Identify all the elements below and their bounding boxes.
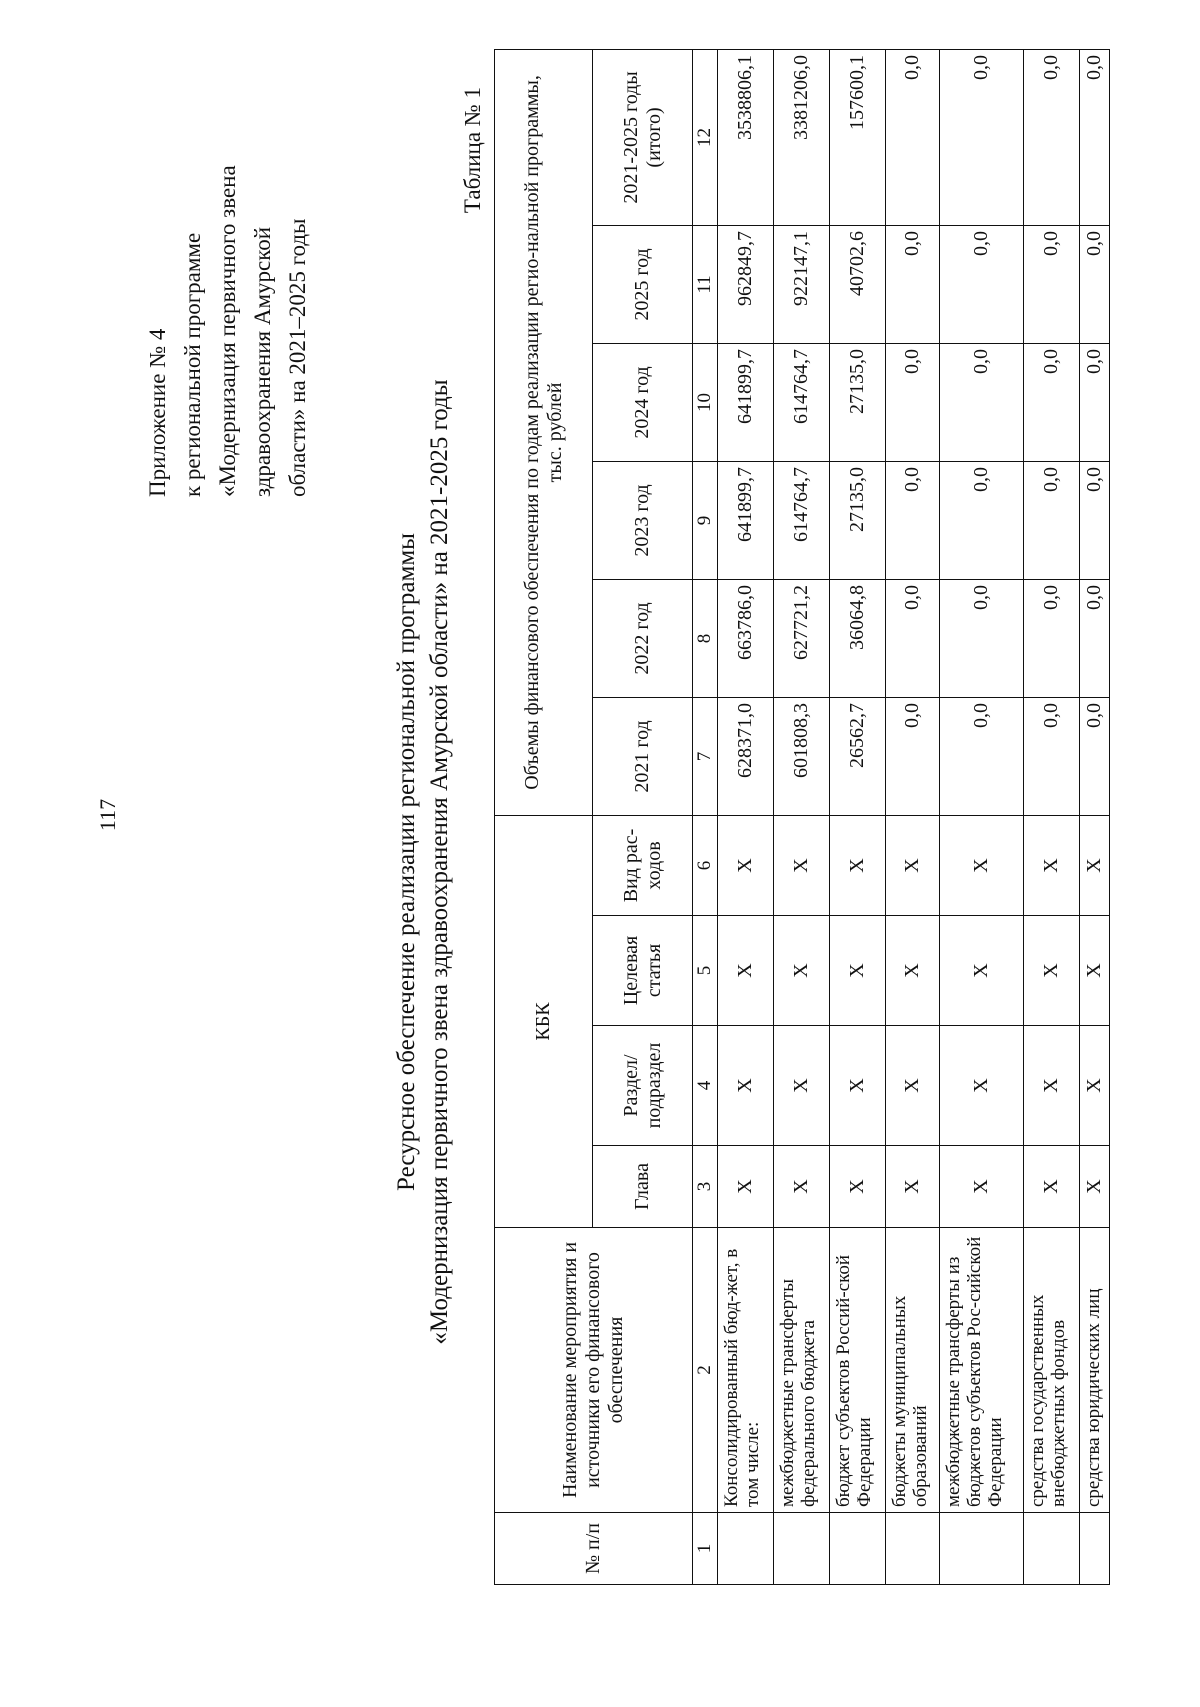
cell-value: 27135,0 — [829, 461, 885, 579]
cell-vid: Х — [1023, 815, 1079, 915]
cell-glava: Х — [773, 1146, 829, 1228]
header-year-2025: 2025 год — [593, 225, 693, 343]
column-number-row — [693, 49, 718, 1584]
cell-value: 641899,7 — [717, 461, 773, 579]
cell-value: 0,0 — [939, 461, 1023, 579]
cell-value: 0,0 — [1079, 225, 1109, 343]
cell-value: 641899,7 — [717, 343, 773, 461]
cell-razdel: Х — [717, 1026, 773, 1146]
cell-num — [717, 1513, 773, 1585]
column-number: 1 — [693, 1513, 718, 1585]
column-number: 2 — [693, 1228, 718, 1513]
resource-table — [494, 49, 1110, 1585]
cell-value: 0,0 — [1079, 697, 1109, 815]
cell-value: 922147,1 — [773, 225, 829, 343]
cell-razdel: Х — [773, 1026, 829, 1146]
cell-razdel: Х — [1079, 1026, 1109, 1146]
cell-total: 3381206,0 — [773, 49, 829, 225]
table-row — [1079, 49, 1109, 1584]
cell-value: 614764,7 — [773, 461, 829, 579]
cell-value: 0,0 — [885, 697, 939, 815]
cell-value: 26562,7 — [829, 697, 885, 815]
header-glava: Глава — [593, 1146, 693, 1228]
cell-name: Консолидированный бюд-жет, в том числе: — [717, 1228, 773, 1513]
cell-value: 627721,2 — [773, 579, 829, 697]
cell-statya: Х — [717, 916, 773, 1026]
cell-glava: Х — [939, 1146, 1023, 1228]
cell-total: 0,0 — [1023, 49, 1079, 225]
cell-statya: Х — [1023, 916, 1079, 1026]
appendix-line: к региональной программе — [180, 232, 205, 497]
cell-value: 0,0 — [1079, 461, 1109, 579]
cell-glava: Х — [1079, 1146, 1109, 1228]
appendix-line: Приложение № 4 — [145, 328, 170, 497]
header-year-2022: 2022 год — [593, 579, 693, 697]
cell-vid: Х — [829, 815, 885, 915]
appendix-line: «Модернизация первичного звена — [215, 165, 240, 497]
cell-total: 0,0 — [939, 49, 1023, 225]
column-number: 6 — [693, 815, 718, 915]
cell-name: межбюджетные трансферты из бюджетов субъектов Рос-сийской Федерации — [939, 1228, 1023, 1513]
cell-statya: Х — [829, 916, 885, 1026]
cell-razdel: Х — [939, 1026, 1023, 1146]
header-statya: Целевая статья — [593, 916, 693, 1026]
appendix-line: области» на 2021–2025 годы — [285, 218, 310, 497]
title-line-2: «Модернизация первичного звена здравоохранения Амурской области» на 2021-2025 годы — [426, 379, 453, 1345]
table-row — [1023, 49, 1079, 1584]
cell-razdel: Х — [885, 1026, 939, 1146]
cell-num — [1079, 1513, 1109, 1585]
cell-value: 0,0 — [885, 579, 939, 697]
appendix-line: здравоохранения Амурской — [250, 226, 275, 497]
cell-value: 40702,6 — [829, 225, 885, 343]
cell-value: 0,0 — [1023, 579, 1079, 697]
cell-glava: Х — [885, 1146, 939, 1228]
cell-value: 0,0 — [1023, 343, 1079, 461]
cell-value: 628371,0 — [717, 697, 773, 815]
header-name: Наименование мероприятия и источники его финансового обеспечения — [495, 1228, 693, 1513]
cell-vid: Х — [1079, 815, 1109, 915]
cell-name: бюджет субъектов Россий-ской Федерации — [829, 1228, 885, 1513]
cell-razdel: Х — [829, 1026, 885, 1146]
cell-vid: Х — [885, 815, 939, 915]
cell-total: 0,0 — [885, 49, 939, 225]
cell-glava: Х — [1023, 1146, 1079, 1228]
column-number: 4 — [693, 1026, 718, 1146]
column-number: 10 — [693, 343, 718, 461]
cell-value: 0,0 — [1079, 579, 1109, 697]
cell-value: 962849,7 — [717, 225, 773, 343]
table-row — [885, 49, 939, 1584]
cell-value: 0,0 — [885, 461, 939, 579]
cell-glava: Х — [829, 1146, 885, 1228]
page-number: 117 — [95, 798, 120, 832]
column-number: 11 — [693, 225, 718, 343]
cell-vid: Х — [939, 815, 1023, 915]
cell-num — [773, 1513, 829, 1585]
cell-total: 157600,1 — [829, 49, 885, 225]
cell-glava: Х — [717, 1146, 773, 1228]
cell-num — [829, 1513, 885, 1585]
cell-value: 0,0 — [1023, 225, 1079, 343]
cell-vid: Х — [773, 815, 829, 915]
column-number: 12 — [693, 49, 718, 225]
title-line-1: Ресурсное обеспечение реализации региональной программы — [393, 533, 420, 1191]
header-volumes: Объемы финансового обеспечения по годам реализации регио-нальной программы, тыс. рублей — [495, 49, 593, 815]
column-number: 8 — [693, 579, 718, 697]
cell-total: 0,0 — [1079, 49, 1109, 225]
cell-name: межбюджетные трансферты федерального бюджета — [773, 1228, 829, 1513]
cell-statya: Х — [1079, 916, 1109, 1026]
header-kbk: КБК — [495, 815, 593, 1227]
column-number: 7 — [693, 697, 718, 815]
cell-value: 0,0 — [939, 579, 1023, 697]
table-body — [693, 49, 1110, 1584]
header-year-2024: 2024 год — [593, 343, 693, 461]
table-row — [773, 49, 829, 1584]
table-row — [939, 49, 1023, 1584]
cell-value: 0,0 — [939, 697, 1023, 815]
cell-value: 0,0 — [1079, 343, 1109, 461]
cell-total: 3538806,1 — [717, 49, 773, 225]
cell-num — [939, 1513, 1023, 1585]
cell-value: 0,0 — [939, 343, 1023, 461]
appendix-note — [140, 57, 315, 497]
cell-value: 601808,3 — [773, 697, 829, 815]
document-title — [390, 347, 456, 1377]
cell-num — [1023, 1513, 1079, 1585]
cell-value: 0,0 — [1023, 697, 1079, 815]
column-number: 5 — [693, 916, 718, 1026]
cell-num — [885, 1513, 939, 1585]
header-vid: Вид рас-ходов — [593, 815, 693, 915]
cell-name: бюджеты муниципальных образований — [885, 1228, 939, 1513]
cell-value: 27135,0 — [829, 343, 885, 461]
cell-statya: Х — [885, 916, 939, 1026]
column-number: 9 — [693, 461, 718, 579]
header-razdel: Раздел/ подраздел — [593, 1026, 693, 1146]
cell-value: 0,0 — [885, 343, 939, 461]
cell-vid: Х — [717, 815, 773, 915]
cell-statya: Х — [773, 916, 829, 1026]
cell-value: 0,0 — [939, 225, 1023, 343]
header-num: № п/п — [495, 1513, 693, 1585]
cell-name: средства юридических лиц — [1079, 1228, 1109, 1513]
cell-value: 0,0 — [885, 225, 939, 343]
header-total: 2021-2025 годы (итого) — [593, 49, 693, 225]
cell-name: средства государственных внебюджетных фондов — [1023, 1228, 1079, 1513]
cell-value: 614764,7 — [773, 343, 829, 461]
header-year-2021: 2021 год — [593, 697, 693, 815]
cell-razdel: Х — [1023, 1026, 1079, 1146]
table-label: Таблица № 1 — [460, 87, 485, 214]
cell-value: 663786,0 — [717, 579, 773, 697]
column-number: 3 — [693, 1146, 718, 1228]
cell-statya: Х — [939, 916, 1023, 1026]
cell-value: 0,0 — [1023, 461, 1079, 579]
header-year-2023: 2023 год — [593, 461, 693, 579]
table-row — [717, 49, 773, 1584]
cell-value: 36064,8 — [829, 579, 885, 697]
table-row — [829, 49, 885, 1584]
